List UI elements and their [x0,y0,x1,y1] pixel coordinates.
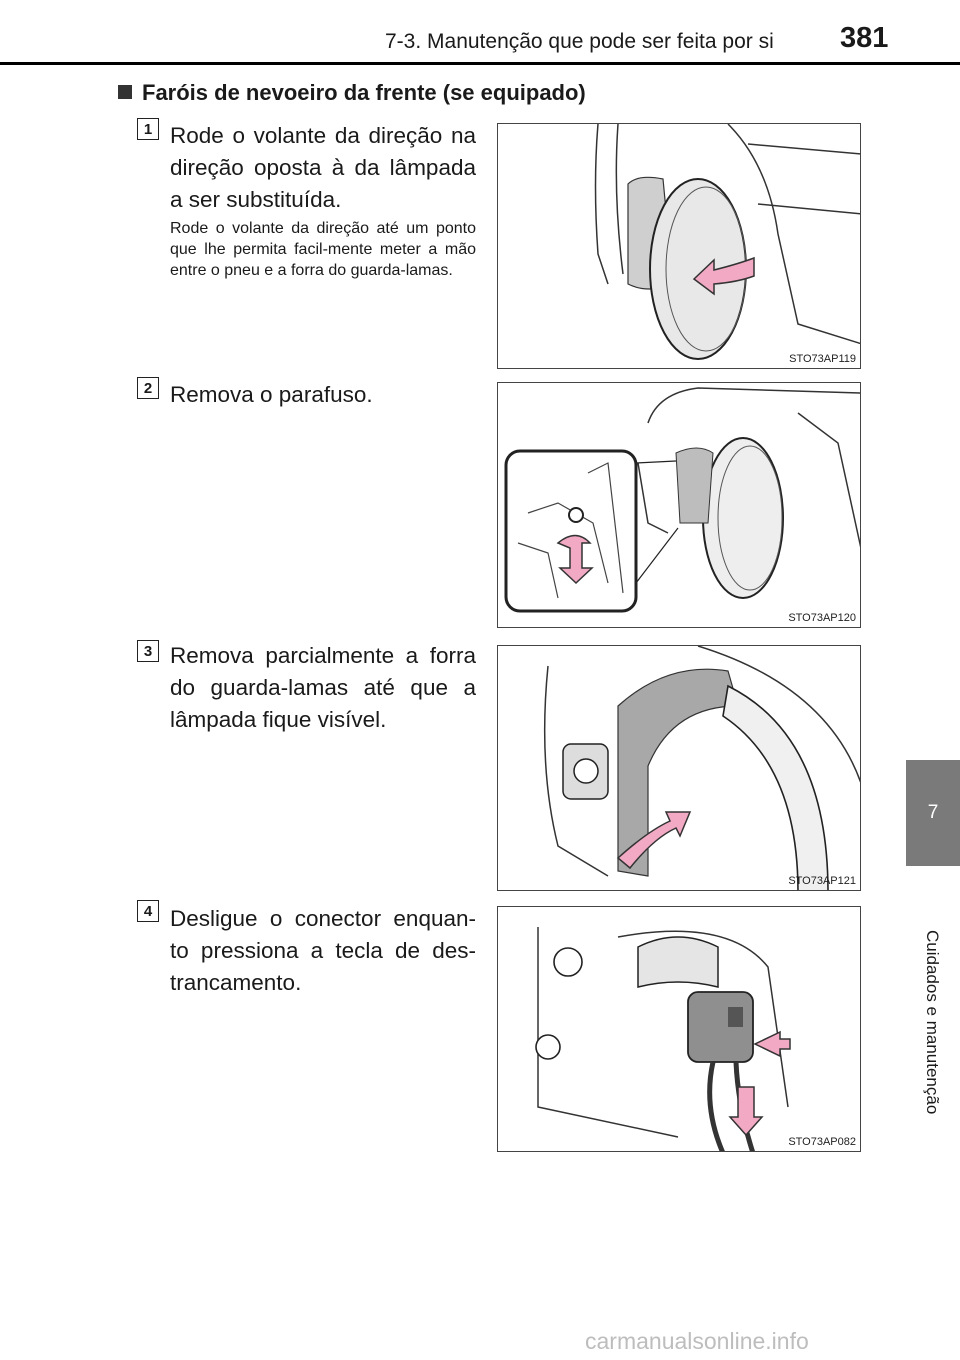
connector-illustration [498,907,861,1152]
figure-code-1: STO73AP119 [789,353,856,365]
section-heading-text: Faróis de nevoeiro da frente (se equipado) [142,80,586,105]
section-title: 7-3. Manutenção que pode ser feita por si [385,30,774,53]
step-4-text: Desligue o conector enquan-to pressiona a tecla de des-trancamento. [170,906,476,995]
chapter-title: Cuidados e manutenção [923,930,942,1115]
step-number-2: 2 [137,377,159,399]
step-1-text: Rode o volante da direção na direção oposta à da lâmpada a ser substituída. [170,123,476,212]
header-rule [0,62,960,65]
figure-step-1 [497,123,861,369]
figure-code-4: STO73AP082 [788,1136,856,1148]
figure-code-2: STO73AP120 [788,612,856,624]
step-number-4: 4 [137,900,159,922]
step-number-1: 1 [137,118,159,140]
step-2-text: Remova o parafuso. [170,382,373,407]
figure-step-3 [497,645,861,891]
bolt-illustration [498,383,861,628]
step-3-text: Remova parcialmente a forra do guarda-lamas até que a lâmpada fique visível. [170,643,476,732]
step-1-note: Rode o volante da direção até um ponto que lhe permita facil-mente meter a mão entre o pneu e a forra do guarda-lamas. [170,220,476,279]
chapter-tab: 7 [906,760,960,866]
figure-step-2 [497,382,861,628]
watermark: carmanualsonline.info [585,1328,809,1354]
square-bullet-icon [118,85,132,99]
section-heading [118,80,586,106]
liner-illustration [498,646,861,891]
wheel-illustration [498,124,861,369]
step-number-3: 3 [137,640,159,662]
figure-code-3: STO73AP121 [788,875,856,887]
page-number: 381 [840,22,889,54]
page-header [0,0,960,62]
figure-step-4 [497,906,861,1152]
